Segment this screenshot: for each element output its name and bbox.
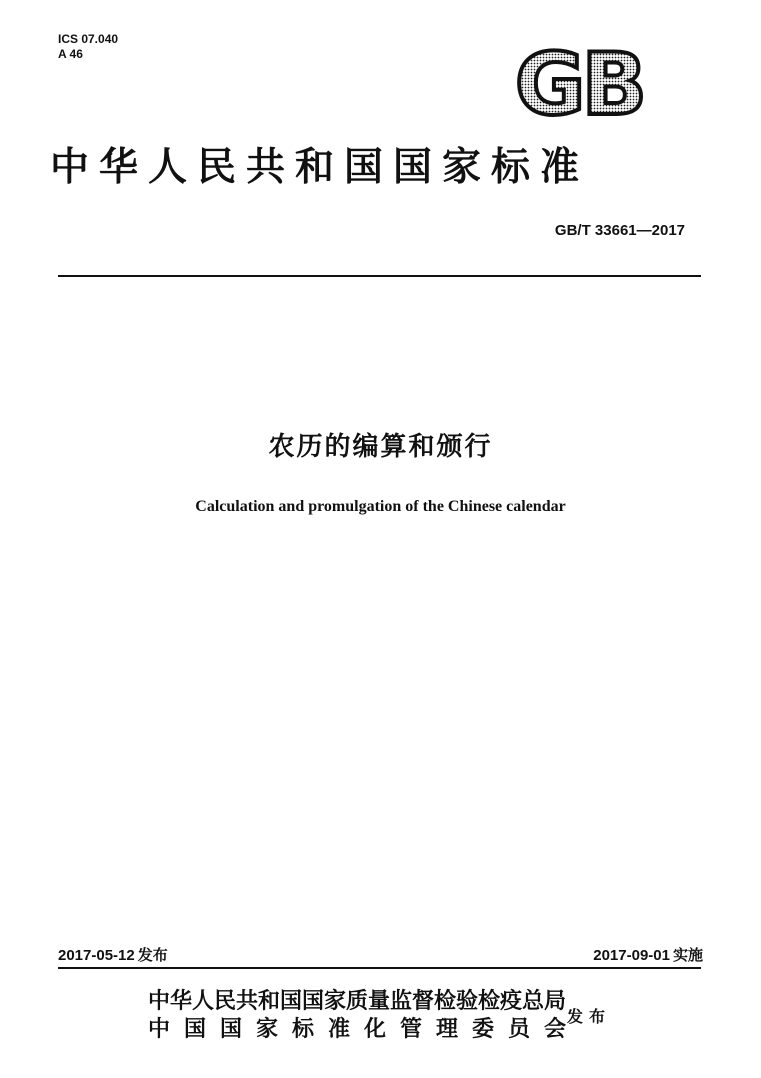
- effective-date: [593, 944, 703, 965]
- effective-date-value: 2017-09-01: [593, 947, 670, 964]
- issuer-line-1: 中华人民共和国国家质量监督检验检疫总局: [148, 989, 567, 1014]
- chinese-title: 农历的编算和颁行: [268, 432, 493, 462]
- ics-code: ICS 07.040: [58, 32, 119, 46]
- effective-date-suffix: 实施: [672, 946, 703, 964]
- standard-number: GB/T 33661—2017: [554, 222, 685, 239]
- issuer-line-2: 中国国家标准化管理委员会: [148, 1017, 581, 1042]
- footer-divider: [58, 967, 701, 969]
- gb-logo: [500, 44, 658, 120]
- gb-logo-text: GB: [514, 44, 644, 120]
- issue-date-suffix: 发布: [137, 946, 168, 964]
- issue-date-value: 2017-05-12: [58, 947, 135, 964]
- english-title: Calculation and promulgation of the Chinese calendar: [195, 498, 566, 515]
- category-code: A 46: [58, 47, 83, 61]
- national-standard-title: 中华人民共和国国家标准: [50, 144, 590, 190]
- classification-codes: [58, 32, 118, 62]
- issue-date: [58, 944, 168, 965]
- issuing-authorities: [148, 988, 580, 1044]
- header-divider: [58, 275, 701, 277]
- publish-label: 发布: [567, 1007, 612, 1026]
